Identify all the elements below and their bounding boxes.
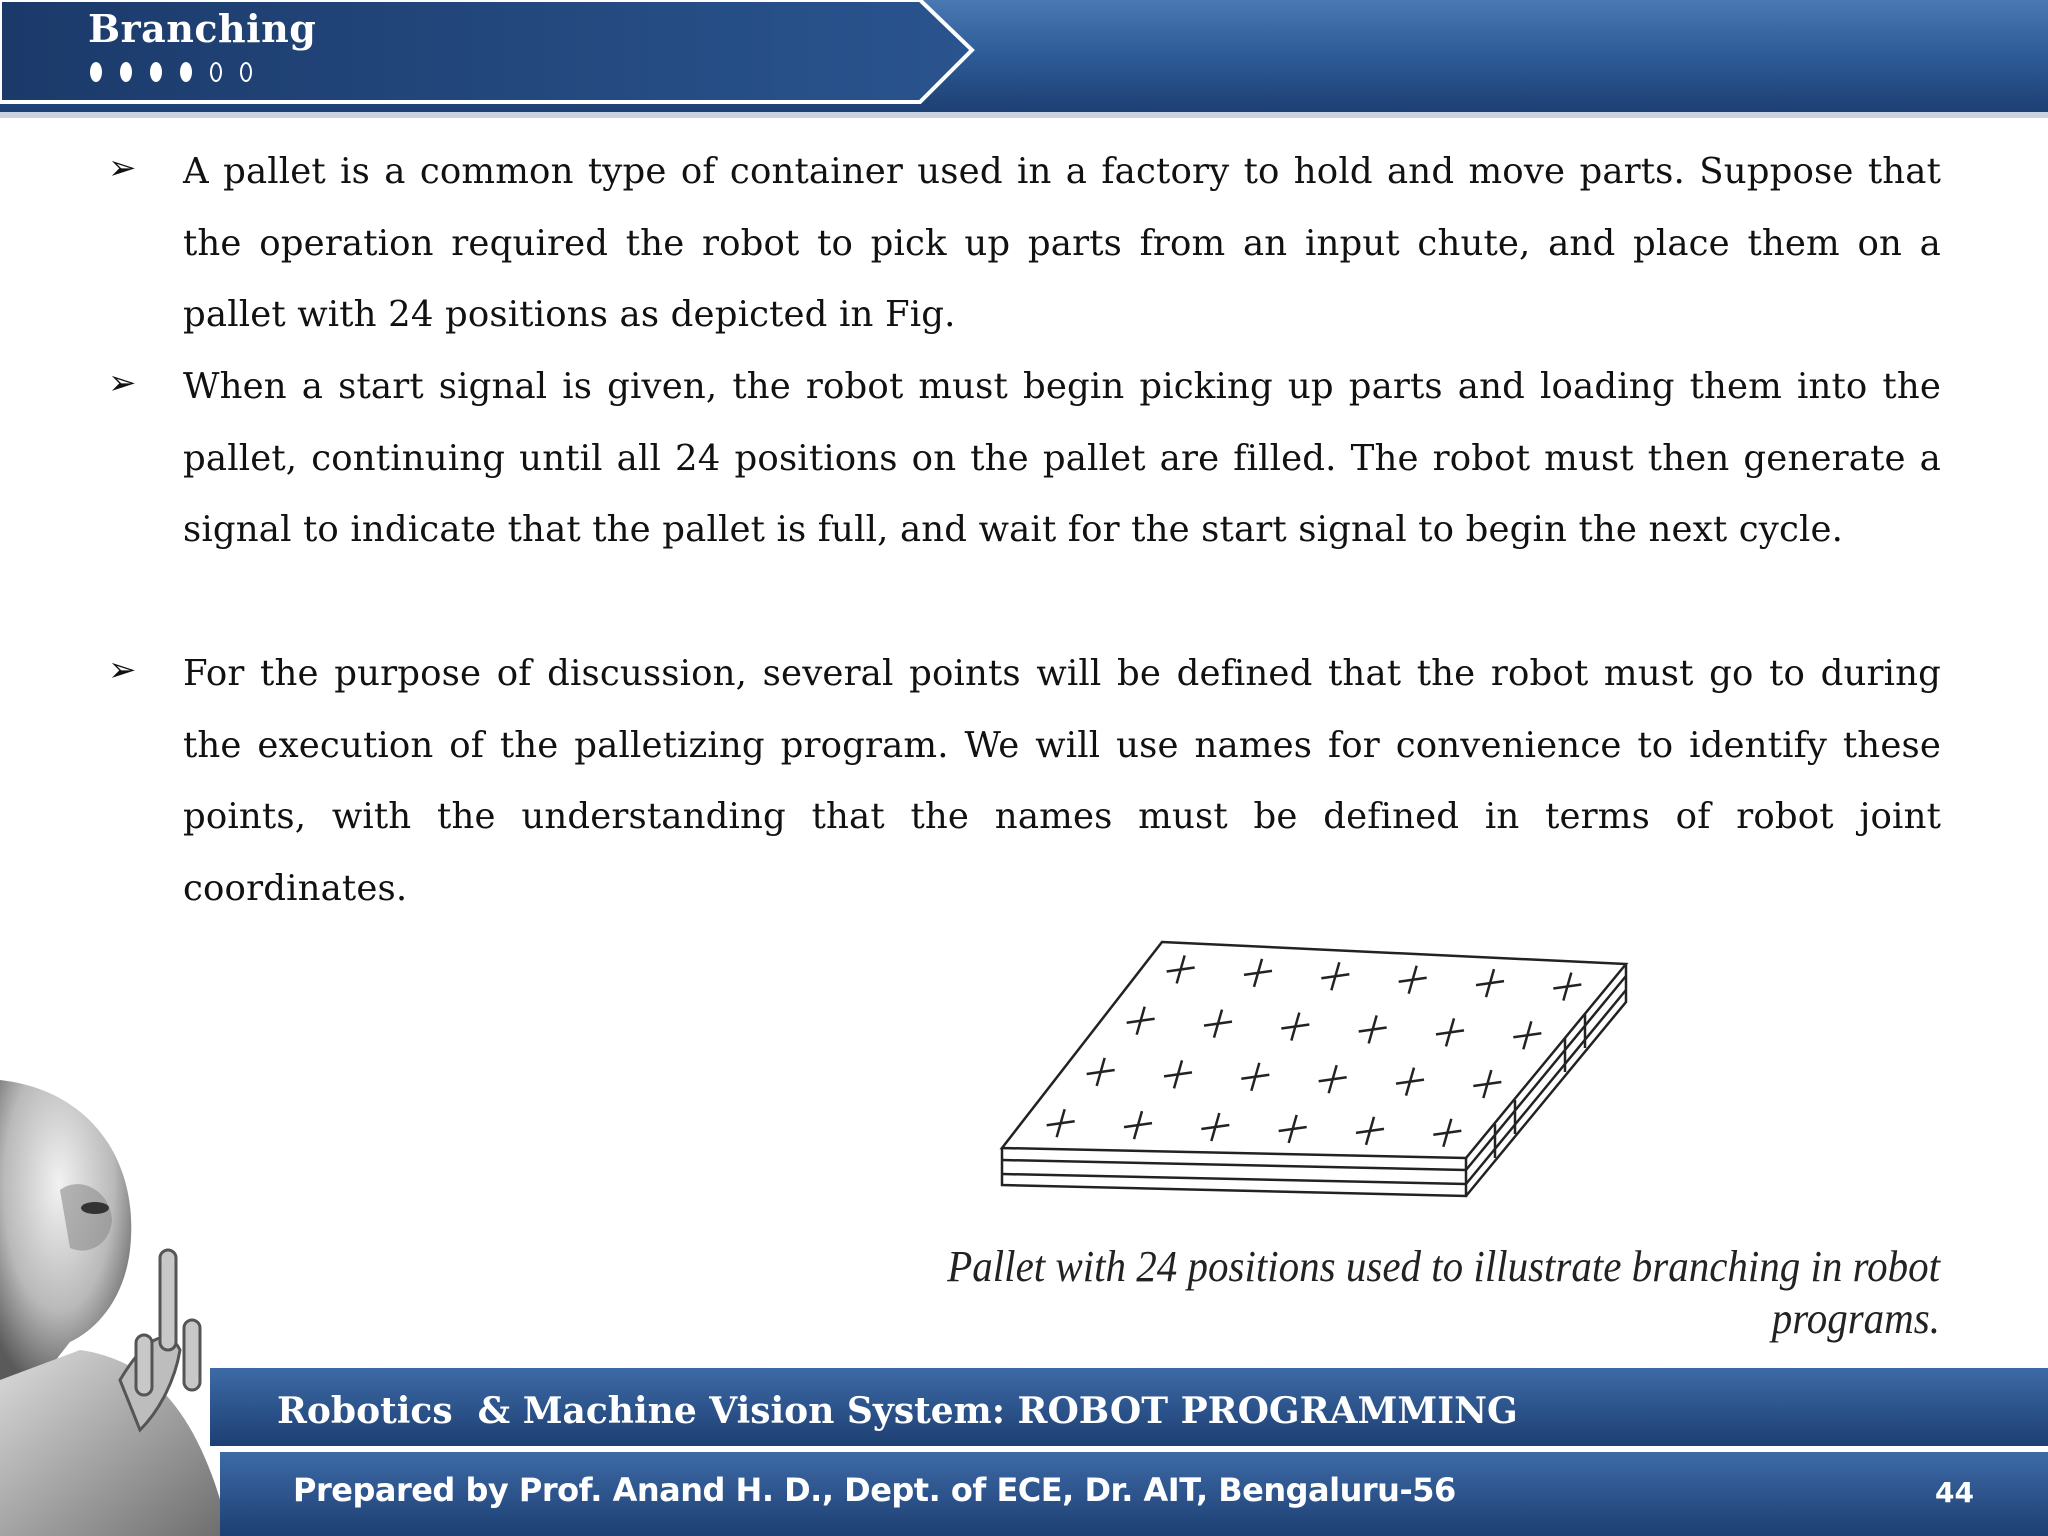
slide-title: Branching [88,6,317,51]
progress-dots [90,62,252,82]
position-marks [1047,955,1582,1146]
bullet-arrow-icon: ➢ [108,148,137,188]
bullet-arrow-icon: ➢ [108,650,137,690]
footer-banner [0,1366,2048,1536]
bullet-paragraph-1: A pallet is a common type of container used in a factory to hold and move parts. Suppose that the operation required the robot to pick up parts from an input chute, and place them on a pallet with 24 positions as depicted in Fig. [183,151,1941,336]
header-banner [0,0,2048,120]
bullet-paragraph-3: For the purpose of discussion, several points will be defined that the robot must go to during the execution of the palletizing program. We will use names for convenience to identify these points, with the understanding that the names must be defined in terms of robot joint coordinates. [183,653,1941,909]
progress-dot-empty [210,62,222,82]
footer-credit: Prepared by Prof. Anand H. D., Dept. of ECE, Dr. AIT, Bengaluru-56 [293,1471,1456,1509]
bullet-arrow-icon: ➢ [108,363,137,403]
progress-dot-filled [90,62,102,82]
bullet-paragraph-2: When a start signal is given, the robot must begin picking up parts and loading them into the pallet, continuing until all 24 positions on the pallet are filled. The robot must then generate a signal to indicate that the pallet is full, and wait for the start signal to begin the next cycle. [183,366,1941,551]
page-number: 44 [1935,1476,1974,1509]
progress-dot-filled [180,62,192,82]
pallet-top-surface [1002,942,1626,1158]
progress-dot-filled [120,62,132,82]
pallet-right-face [1466,964,1626,1196]
figure-caption: Pallet with 24 positions used to illustrate branching in robot programs. [947,1241,1940,1343]
pallet-illustration [990,930,1640,1220]
footer-course-title: Robotics & Machine Vision System: ROBOT PROGRAMMING [277,1390,1518,1432]
progress-dot-empty [240,62,252,82]
progress-dot-filled [150,62,162,82]
pallet-front-face [1002,1148,1466,1196]
